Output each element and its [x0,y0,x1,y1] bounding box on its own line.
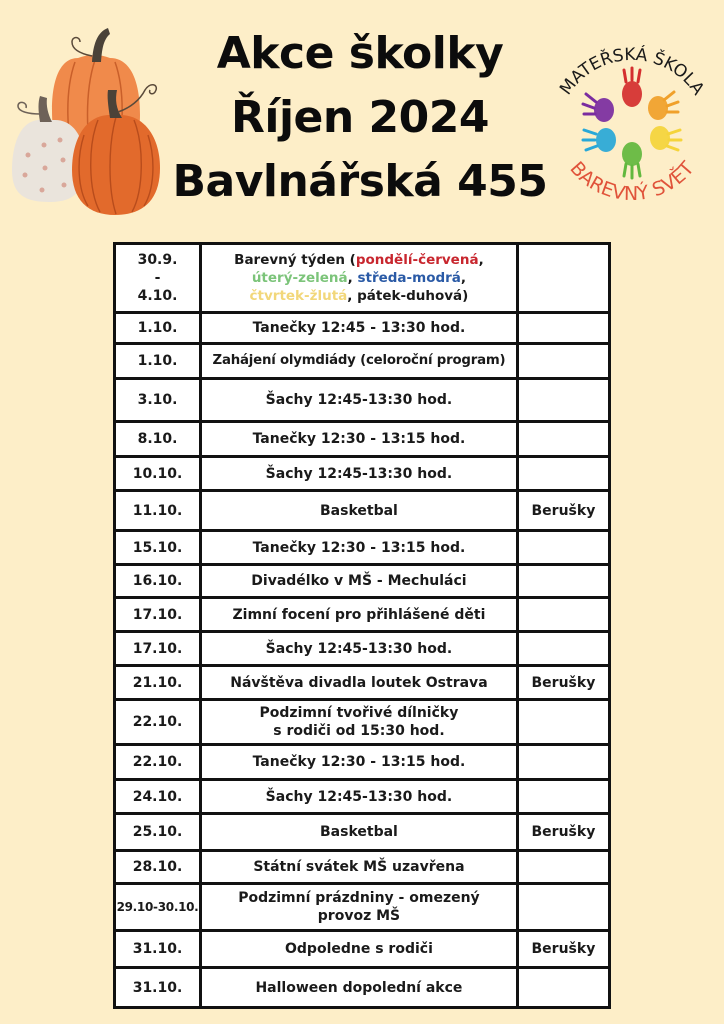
event-text-line: Podzimní tvořivé dílničky [259,705,459,721]
group-cell: Berušky [517,814,609,851]
date-cell: 11.10. [115,491,201,531]
date-cell: 1.10. [115,344,201,379]
group-cell [517,344,609,379]
date-cell: 16.10. [115,565,201,598]
title-line: Akce školky [216,28,504,79]
table-row [115,491,610,531]
date-cell: 1.10. [115,313,201,344]
table-row [115,931,610,968]
table-row [115,244,610,313]
date-cell: 29.10-30.10. [115,884,201,931]
event-text: , [460,270,467,286]
table-row [115,745,610,780]
event-cell: Státní svátek MŠ uzavřena [201,851,518,884]
logo-bottom-text: BAREVNÝ SVĚT [565,157,699,202]
table-row [115,666,610,700]
wednesday-color-text: středa-modrá [357,270,461,286]
event-text-line: Podzimní prázdniny - omezený [238,890,480,906]
title-line: Říjen 2024 [231,92,489,143]
thursday-color-text: čtvrtek-žlutá [249,288,348,304]
event-cell: Zahájení olymdiády (celoroční program) [201,344,518,379]
event-text-line: s rodiči od 15:30 hod. [273,723,445,739]
table-row [115,814,610,851]
table-row [115,632,610,666]
event-cell [201,700,518,745]
title-line: Bavlnářská 455 [172,156,548,207]
date-cell: 28.10. [115,851,201,884]
group-cell [517,379,609,422]
table-row [115,780,610,814]
date-cell: 21.10. [115,666,201,700]
event-cell: Zimní focení pro přihlášené děti [201,598,518,632]
group-cell [517,884,609,931]
date-cell: 10.10. [115,457,201,491]
group-cell [517,313,609,344]
event-cell: Šachy 12:45-13:30 hod. [201,457,518,491]
date-text: 30.9. [137,252,178,268]
group-cell [517,565,609,598]
date-cell: 31.10. [115,931,201,968]
table-row [115,700,610,745]
table-row [115,313,610,344]
page-title [140,22,580,214]
table-row [115,968,610,1008]
event-text: , pátek-duhová) [347,288,469,304]
event-cell: Basketbal [201,814,518,851]
event-text: Barevný týden ( [234,252,356,268]
group-cell [517,531,609,565]
date-cell: 3.10. [115,379,201,422]
pumpkins-icon [0,20,170,220]
date-cell: 22.10. [115,745,201,780]
date-text: - [154,270,161,286]
event-cell: Šachy 12:45-13:30 hod. [201,379,518,422]
date-cell: 15.10. [115,531,201,565]
table-row [115,531,610,565]
table-row [115,422,610,457]
table-row [115,565,610,598]
tuesday-color-text: úterý-zelená [251,270,348,286]
date-cell: 24.10. [115,780,201,814]
group-cell [517,457,609,491]
event-cell: Odpoledne s rodiči [201,931,518,968]
events-table [113,242,611,1009]
event-cell: Šachy 12:45-13:30 hod. [201,780,518,814]
group-cell [517,244,609,313]
event-cell [201,884,518,931]
monday-color-text: pondělí-červená [355,252,479,268]
event-cell: Šachy 12:45-13:30 hod. [201,632,518,666]
group-cell: Berušky [517,931,609,968]
date-cell: 31.10. [115,968,201,1008]
event-cell: Halloween dopolední akce [201,968,518,1008]
group-cell [517,968,609,1008]
logo-top-text: MATEŘSKÁ ŠKOLA [556,44,708,99]
date-text: 4.10. [137,288,178,304]
table-row [115,344,610,379]
date-cell: 17.10. [115,632,201,666]
date-cell: 17.10. [115,598,201,632]
event-cell: Tanečky 12:30 - 13:15 hod. [201,745,518,780]
event-cell: Návštěva divadla loutek Ostrava [201,666,518,700]
event-cell: Tanečky 12:30 - 13:15 hod. [201,422,518,457]
table-row [115,379,610,422]
event-cell: Basketbal [201,491,518,531]
table-row [115,598,610,632]
event-text: , [347,270,358,286]
table-row [115,851,610,884]
event-text-line: provoz MŠ [317,908,401,924]
date-cell [115,244,201,313]
group-cell [517,632,609,666]
group-cell [517,745,609,780]
date-cell: 8.10. [115,422,201,457]
event-cell [201,244,518,313]
event-cell: Divadélko v MŠ - Mechuláci [201,565,518,598]
date-cell: 22.10. [115,700,201,745]
table-row [115,884,610,931]
group-cell [517,780,609,814]
group-cell [517,700,609,745]
group-cell [517,598,609,632]
group-cell: Berušky [517,666,609,700]
group-cell [517,851,609,884]
group-cell [517,422,609,457]
colorful-handprints-logo-icon [540,42,724,202]
date-cell: 25.10. [115,814,201,851]
group-cell: Berušky [517,491,609,531]
event-cell: Tanečky 12:30 - 13:15 hod. [201,531,518,565]
event-cell: Tanečky 12:45 - 13:30 hod. [201,313,518,344]
event-text: , [478,252,484,268]
table-row [115,457,610,491]
